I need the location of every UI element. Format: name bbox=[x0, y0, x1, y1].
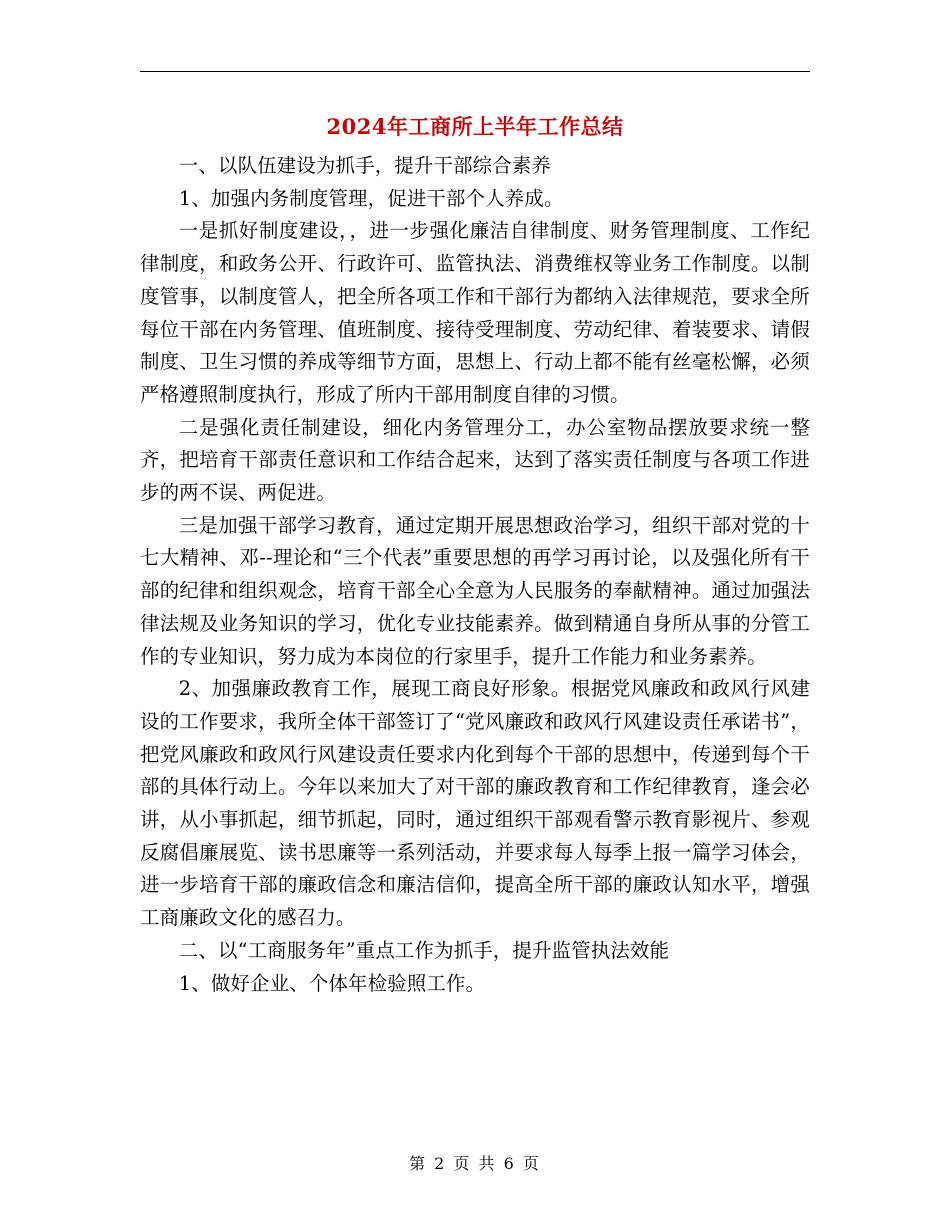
paragraph-study-education: 三是加强干部学习教育，通过定期开展思想政治学习，组织干部对党的十七大精神、邓--理论和“三个代表”重要思想的再学习再讨论，以及强化所有干部的纪律和组织观念，培育干部全心全意为人民服务的奉献精神。通过加强法律法规及业务知识的学习，优化专业技能素养。做到精通自身所从事的分管工作的专业知识，努力成为本岗位的行家里手，提升工作能力和业务素养。 bbox=[140, 513, 810, 668]
page-number: 第 2 页 共 6 页 bbox=[409, 1154, 541, 1173]
subsection-heading-1-1: 1、加强内务制度管理，促进干部个人养成。 bbox=[178, 186, 564, 210]
header-rule bbox=[140, 71, 810, 72]
paragraph-system-building: 一是抓好制度建设，，进一步强化廉洁自律制度、财务管理制度、工作纪律制度，和政务公开、行政许可、监管执法、消费维权等业务工作制度。以制度管事，以制度管人，把全所各项工作和干部行为都纳入法律规范，要求全所每位干部在内务管理、值班制度、接待受理制度、劳动纪律、着装要求、请假制度、卫生习惯的养成等细节方面，思想上、行动上都不能有丝毫松懈，必须严格遵照制度执行，形成了所内干部用制度自律的习惯。 bbox=[140, 219, 810, 406]
paragraph-responsibility: 二是强化责任制建设，细化内务管理分工，办公室物品摆放要求统一整齐，把培育干部责任意识和工作结合起来，达到了落实责任制度与各项工作进步的两不误、两促进。 bbox=[140, 415, 810, 505]
paragraph-integrity-education: 2、加强廉政教育工作，展现工商良好形象。根据党风廉政和政风行风建设的工作要求，我所全体干部签订了“党风廉政和政风行风建设责任承诺书”，把党风廉政和政风行风建设责任要求内化到每个干部的思想中，传递到每个干部的具体行动上。今年以来加大了对干部的廉政教育和工作纪律教育，逢会必讲，从小事抓起，细节抓起，同时，通过组织干部观看警示教育影视片、参观反腐倡廉展览、读书思廉等一系列活动，并要求每人每季上报一篇学习体会，进一步培育干部的廉政信念和廉洁信仰，提高全所干部的廉政认知水平，增强工商廉政文化的感召力。 bbox=[140, 677, 810, 930]
document-title: 2024年工商所上半年工作总结 bbox=[326, 114, 624, 139]
subsection-heading-2-1: 1、做好企业、个体年检验照工作。 bbox=[178, 971, 486, 995]
section-heading-2: 二、以“工商服务年”重点工作为抓手，提升监管执法效能 bbox=[178, 938, 670, 962]
section-heading-1: 一、以队伍建设为抓手，提升干部综合素养 bbox=[178, 154, 552, 177]
document-body bbox=[140, 150, 810, 1000]
